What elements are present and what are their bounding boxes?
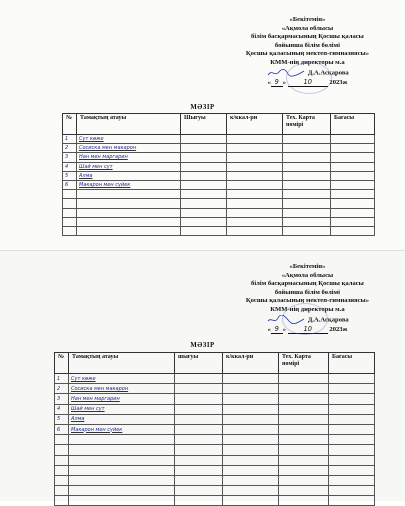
tech-card-cell <box>283 190 331 199</box>
tech-card-cell <box>283 217 331 226</box>
dish-name-cell: Сүт көже <box>69 374 175 384</box>
kcal-cell <box>227 190 283 199</box>
dish-name-cell <box>69 445 175 455</box>
menu-table <box>62 113 375 236</box>
table-row <box>63 171 375 180</box>
price-cell <box>329 496 375 506</box>
tech-card-cell <box>283 153 331 162</box>
row-number-cell <box>55 445 69 455</box>
price-cell <box>331 162 375 171</box>
tech-card-cell <box>279 414 329 424</box>
kcal-cell <box>227 226 283 235</box>
table-header-row <box>63 114 375 135</box>
yield-cell <box>175 404 223 414</box>
kcal-cell <box>227 208 283 217</box>
tech-card-cell <box>283 208 331 217</box>
dish-name-cell: Нан мен маргарин <box>69 394 175 404</box>
row-number-cell: 1 <box>63 135 77 144</box>
yield-cell <box>175 445 223 455</box>
menu-table-body <box>55 374 375 506</box>
table-row <box>55 404 375 414</box>
tech-card-cell <box>279 486 329 496</box>
col-yield: шығуы <box>175 353 223 374</box>
row-number-cell: 2 <box>55 384 69 394</box>
dish-name-cell <box>69 486 175 496</box>
yield-cell <box>181 208 227 217</box>
row-number-cell <box>55 455 69 465</box>
table-row <box>63 153 375 162</box>
col-yield: Шығуы <box>181 114 227 135</box>
table-row <box>55 445 375 455</box>
approval-director: КММ-нің директоры м.а <box>270 305 345 313</box>
tech-card-cell <box>279 455 329 465</box>
dish-name-cell <box>77 199 181 208</box>
yield-cell <box>175 486 223 496</box>
dish-name-cell: Алма <box>69 414 175 424</box>
yield-cell <box>181 135 227 144</box>
table-row <box>55 435 375 445</box>
tech-card-cell <box>283 171 331 180</box>
dish-name-cell <box>69 475 175 485</box>
row-number-cell <box>55 435 69 445</box>
kcal-cell <box>227 144 283 153</box>
kcal-cell <box>227 153 283 162</box>
table-row <box>55 414 375 424</box>
price-cell <box>331 135 375 144</box>
approval-department: білім басқармасының Қосшы қаласы <box>251 33 364 41</box>
approval-label: «Бекітемін» <box>289 263 326 270</box>
row-number-cell: 3 <box>55 394 69 404</box>
row-number-cell <box>55 465 69 475</box>
col-dish-name: Тамақтың атауы <box>77 114 181 135</box>
col-kcal: к/ккал-ри <box>227 114 283 135</box>
price-cell <box>329 465 375 475</box>
price-cell <box>329 374 375 384</box>
approval-director: КММ-нің директоры м.а <box>270 58 345 66</box>
seal-stamp-icon <box>286 62 332 94</box>
col-price: Бағасы <box>331 114 375 135</box>
tech-card-cell <box>283 226 331 235</box>
price-cell <box>329 435 375 445</box>
col-tech-card: Тех. Карта нөмірі <box>283 114 331 135</box>
kcal-cell <box>223 414 279 424</box>
kcal-cell <box>227 180 283 189</box>
price-cell <box>331 144 375 153</box>
price-cell <box>329 455 375 465</box>
tech-card-cell <box>279 374 329 384</box>
kcal-cell <box>223 486 279 496</box>
table-row <box>55 394 375 404</box>
approval-region: «Ақмола облысы <box>281 271 334 279</box>
row-number-cell: 3 <box>63 153 77 162</box>
price-cell <box>329 404 375 414</box>
dish-name-cell: Алма <box>77 171 181 180</box>
price-cell <box>329 424 375 434</box>
price-cell <box>329 384 375 394</box>
row-number-cell: 4 <box>63 162 77 171</box>
col-dish-name: Тамақтың атауы <box>69 353 175 374</box>
yield-cell <box>181 199 227 208</box>
price-cell <box>331 153 375 162</box>
table-row <box>55 475 375 485</box>
price-cell <box>331 217 375 226</box>
row-number-cell <box>63 190 77 199</box>
col-kcal: к/ккал-ри <box>223 353 279 374</box>
tech-card-cell <box>283 162 331 171</box>
approval-label: «Бекітемін» <box>289 16 326 23</box>
row-number-cell <box>55 475 69 485</box>
col-tech-card: Тех. Карта нөмірі <box>279 353 329 374</box>
yield-cell <box>175 455 223 465</box>
yield-cell <box>175 496 223 506</box>
col-number: № <box>55 353 69 374</box>
price-cell <box>329 445 375 455</box>
dish-name-cell <box>77 217 181 226</box>
yield-cell <box>181 144 227 153</box>
dish-name-cell <box>69 496 175 506</box>
kcal-cell <box>223 465 279 475</box>
col-number: № <box>63 114 77 135</box>
col-price: Бағасы <box>329 353 375 374</box>
approval-edu-dept: бойынша білім бөлімі <box>274 288 340 296</box>
approval-department: білім басқармасының Қосшы қаласы <box>251 280 364 288</box>
row-number-cell: 5 <box>63 171 77 180</box>
director-name: Д.А.Асқарова <box>307 69 349 77</box>
row-number-cell: 1 <box>55 374 69 384</box>
yield-cell <box>181 171 227 180</box>
approval-date: « 9 » 10 2023ж <box>267 324 348 333</box>
table-row <box>55 384 375 394</box>
tech-card-cell <box>279 384 329 394</box>
menu-document-2 <box>0 250 405 501</box>
price-cell <box>329 475 375 485</box>
dish-name-cell <box>77 190 181 199</box>
menu-table <box>54 352 375 506</box>
yield-cell <box>181 190 227 199</box>
kcal-cell <box>223 374 279 384</box>
tech-card-cell <box>283 144 331 153</box>
dish-name-cell: Сосиска мен макарон <box>69 384 175 394</box>
kcal-cell <box>223 445 279 455</box>
table-row <box>55 486 375 496</box>
table-row <box>55 465 375 475</box>
price-cell <box>331 208 375 217</box>
tech-card-cell <box>279 496 329 506</box>
kcal-cell <box>223 394 279 404</box>
tech-card-cell <box>283 199 331 208</box>
kcal-cell <box>223 384 279 394</box>
tech-card-cell <box>279 475 329 485</box>
date-month: 10 <box>288 78 328 88</box>
kcal-cell <box>227 135 283 144</box>
dish-name-cell: Макарон мен сүйек <box>77 180 181 189</box>
seal-stamp-icon <box>282 303 328 335</box>
director-name: Д.А.Асқарова <box>307 316 349 324</box>
row-number-cell: 4 <box>55 404 69 414</box>
table-row <box>55 496 375 506</box>
kcal-cell <box>223 404 279 414</box>
tech-card-cell <box>279 404 329 414</box>
row-number-cell <box>63 199 77 208</box>
menu-title: МӘЗІР <box>190 342 215 349</box>
row-number-cell <box>63 226 77 235</box>
dish-name-cell: Шай мен сүт <box>77 162 181 171</box>
approval-school: Қосшы қаласының мектеп-гимназиясы» <box>245 50 369 58</box>
table-row <box>55 424 375 434</box>
kcal-cell <box>223 496 279 506</box>
menu-title: МӘЗІР <box>190 104 215 111</box>
yield-cell <box>181 162 227 171</box>
dish-name-cell <box>69 435 175 445</box>
menu-table-body <box>63 135 375 236</box>
approval-date: « 9 » 10 2023ж <box>267 77 348 86</box>
dish-name-cell: Нан мен маргарин <box>77 153 181 162</box>
table-row <box>63 162 375 171</box>
yield-cell <box>175 465 223 475</box>
yield-cell <box>175 424 223 434</box>
yield-cell <box>175 414 223 424</box>
table-row <box>55 374 375 384</box>
yield-cell <box>181 217 227 226</box>
kcal-cell <box>223 475 279 485</box>
yield-cell <box>175 435 223 445</box>
tech-card-cell <box>279 445 329 455</box>
row-number-cell: 5 <box>55 414 69 424</box>
tech-card-cell <box>279 424 329 434</box>
dish-name-cell <box>77 208 181 217</box>
price-cell <box>329 486 375 496</box>
price-cell <box>331 199 375 208</box>
table-row <box>63 199 375 208</box>
row-number-cell <box>55 496 69 506</box>
dish-name-cell: Макарон мен сүйек <box>69 424 175 434</box>
table-row <box>55 455 375 465</box>
row-number-cell: 2 <box>63 144 77 153</box>
tech-card-cell <box>279 394 329 404</box>
yield-cell <box>175 475 223 485</box>
dish-name-cell: Шай мен сүт <box>69 404 175 414</box>
dish-name-cell <box>77 226 181 235</box>
date-year: 2023ж <box>329 78 348 86</box>
row-number-cell <box>63 217 77 226</box>
kcal-cell <box>227 217 283 226</box>
approval-edu-dept: бойынша білім бөлімі <box>274 41 340 49</box>
table-row <box>63 180 375 189</box>
date-day: 9 <box>271 325 283 335</box>
yield-cell <box>175 374 223 384</box>
row-number-cell: 6 <box>55 424 69 434</box>
date-month: 10 <box>288 325 328 335</box>
approval-region: «Ақмола облысы <box>281 24 334 32</box>
kcal-cell <box>223 435 279 445</box>
row-number-cell <box>63 208 77 217</box>
kcal-cell <box>227 162 283 171</box>
yield-cell <box>181 180 227 189</box>
table-row <box>63 208 375 217</box>
kcal-cell <box>227 199 283 208</box>
kcal-cell <box>227 171 283 180</box>
table-row <box>63 217 375 226</box>
date-year: 2023ж <box>329 325 348 333</box>
table-row <box>63 144 375 153</box>
tech-card-cell <box>279 465 329 475</box>
menu-document-1 <box>0 0 405 250</box>
dish-name-cell <box>69 455 175 465</box>
table-row <box>63 190 375 199</box>
price-cell <box>329 414 375 424</box>
tech-card-cell <box>279 435 329 445</box>
price-cell <box>331 180 375 189</box>
approval-school: Қосшы қаласының мектеп-гимназиясы» <box>245 297 369 305</box>
dish-name-cell <box>69 465 175 475</box>
yield-cell <box>181 226 227 235</box>
dish-name-cell: Сосиска мен макарон <box>77 144 181 153</box>
tech-card-cell <box>283 135 331 144</box>
price-cell <box>331 171 375 180</box>
kcal-cell <box>223 455 279 465</box>
kcal-cell <box>223 424 279 434</box>
price-cell <box>329 394 375 404</box>
tech-card-cell <box>283 180 331 189</box>
yield-cell <box>175 394 223 404</box>
yield-cell <box>175 384 223 394</box>
price-cell <box>331 226 375 235</box>
row-number-cell <box>55 486 69 496</box>
price-cell <box>331 190 375 199</box>
dish-name-cell: Сүт көже <box>77 135 181 144</box>
date-day: 9 <box>271 78 283 88</box>
table-row <box>63 135 375 144</box>
row-number-cell: 6 <box>63 180 77 189</box>
yield-cell <box>181 153 227 162</box>
table-header-row <box>55 353 375 374</box>
table-row <box>63 226 375 235</box>
